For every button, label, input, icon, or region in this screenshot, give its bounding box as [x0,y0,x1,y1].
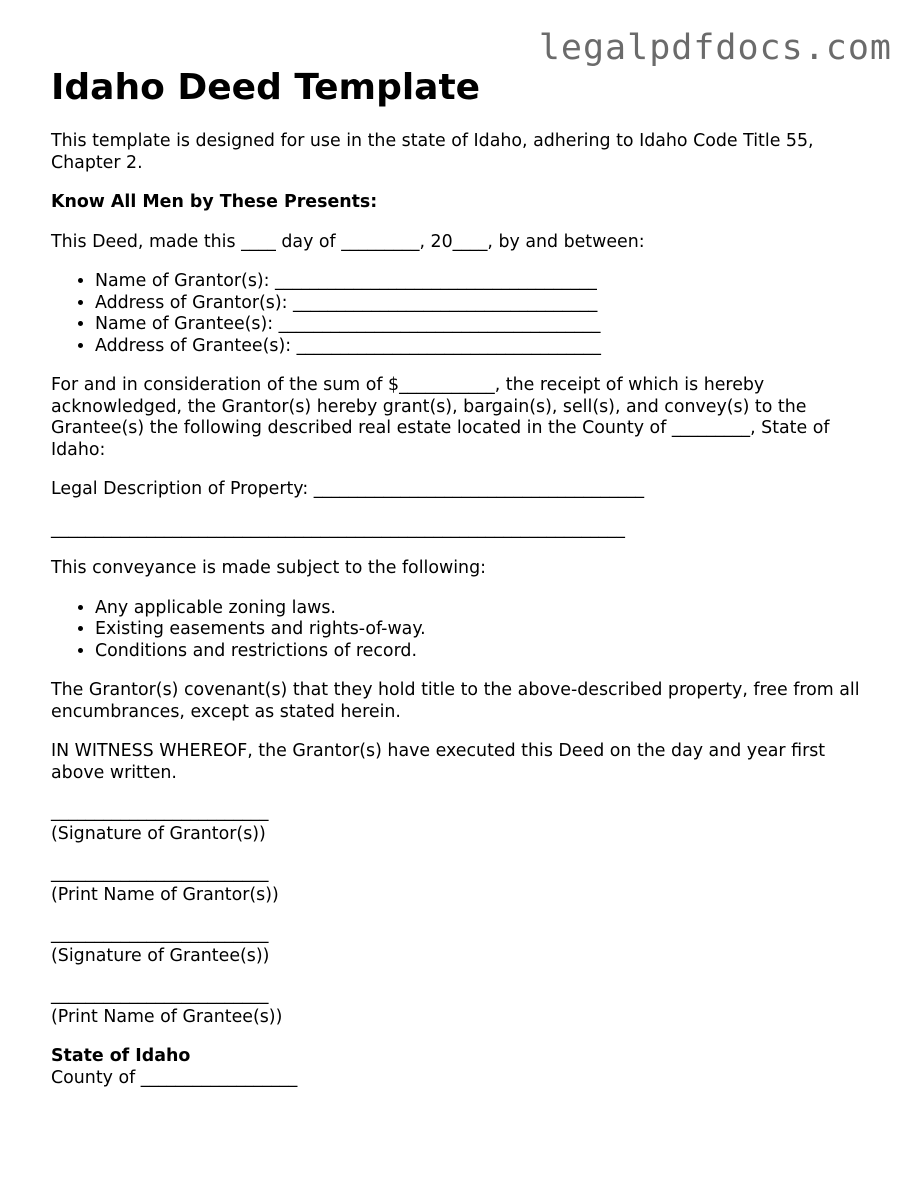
list-item: • Address of Grantee(s): ___________________________________ [95,336,881,358]
signature-grantee [51,924,881,967]
print-name-grantor [51,863,881,906]
document-title: Idaho Deed Template [51,67,481,108]
subject-to-line: This conveyance is made subject to the following: [51,558,486,578]
state-heading: State of Idaho [51,1046,191,1066]
covenant-paragraph: The Grantor(s) covenant(s) that they hold title to the above-described property, free from all encumbrances, except as stated herein. [51,680,860,722]
signature-label: (Print Name of Grantor(s)) [51,884,279,905]
signature-label: (Signature of Grantee(s)) [51,945,270,966]
signature-line: _________________________ [51,985,269,1005]
signature-line: _________________________ [51,802,269,822]
signature-label: (Signature of Grantor(s)) [51,823,266,844]
conditions-list [51,598,881,663]
signature-line: _________________________ [51,863,269,883]
witness-paragraph: IN WITNESS WHEREOF, the Grantor(s) have executed this Deed on the day and year first above written. [51,741,826,783]
signature-label: (Print Name of Grantee(s)) [51,1006,283,1027]
notary-state-block [51,1046,881,1089]
know-all-heading: Know All Men by These Presents: [51,192,378,212]
consideration-paragraph: For and in consideration of the sum of $___________, the receipt of which is hereby acknowledged, the Grantor(s) hereby grant(s), bargain(s), sell(s), and convey(s) to the Grantee(s) the following described real estate located in the County of _________, State of Idaho: [51,375,830,460]
list-item: • Name of Grantor(s): _____________________________________ [95,271,881,293]
list-item: • Address of Grantor(s): ___________________________________ [95,293,881,315]
county-line: County of __________________ [51,1067,298,1088]
parties-list [51,271,881,357]
print-name-grantee [51,985,881,1028]
legal-description-blank-line: __________________________________________________________________ [51,518,625,539]
list-item: • Existing easements and rights-of-way. [95,619,881,641]
signature-grantor [51,802,881,845]
list-item: • Any applicable zoning laws. [95,598,881,620]
intro-paragraph: This template is designed for use in the state of Idaho, adhering to Idaho Code Title 55, Chapter 2. [51,131,814,173]
deed-made-line: This Deed, made this ____ day of _________, 20____, by and between: [51,231,645,252]
watermark: legalpdfdocs.com [538,28,892,68]
signature-line: _________________________ [51,924,269,944]
document-page [51,66,881,1089]
list-item: • Conditions and restrictions of record. [95,641,881,663]
list-item: • Name of Grantee(s): _____________________________________ [95,314,881,336]
legal-description-line: Legal Description of Property: ______________________________________ [51,479,645,499]
